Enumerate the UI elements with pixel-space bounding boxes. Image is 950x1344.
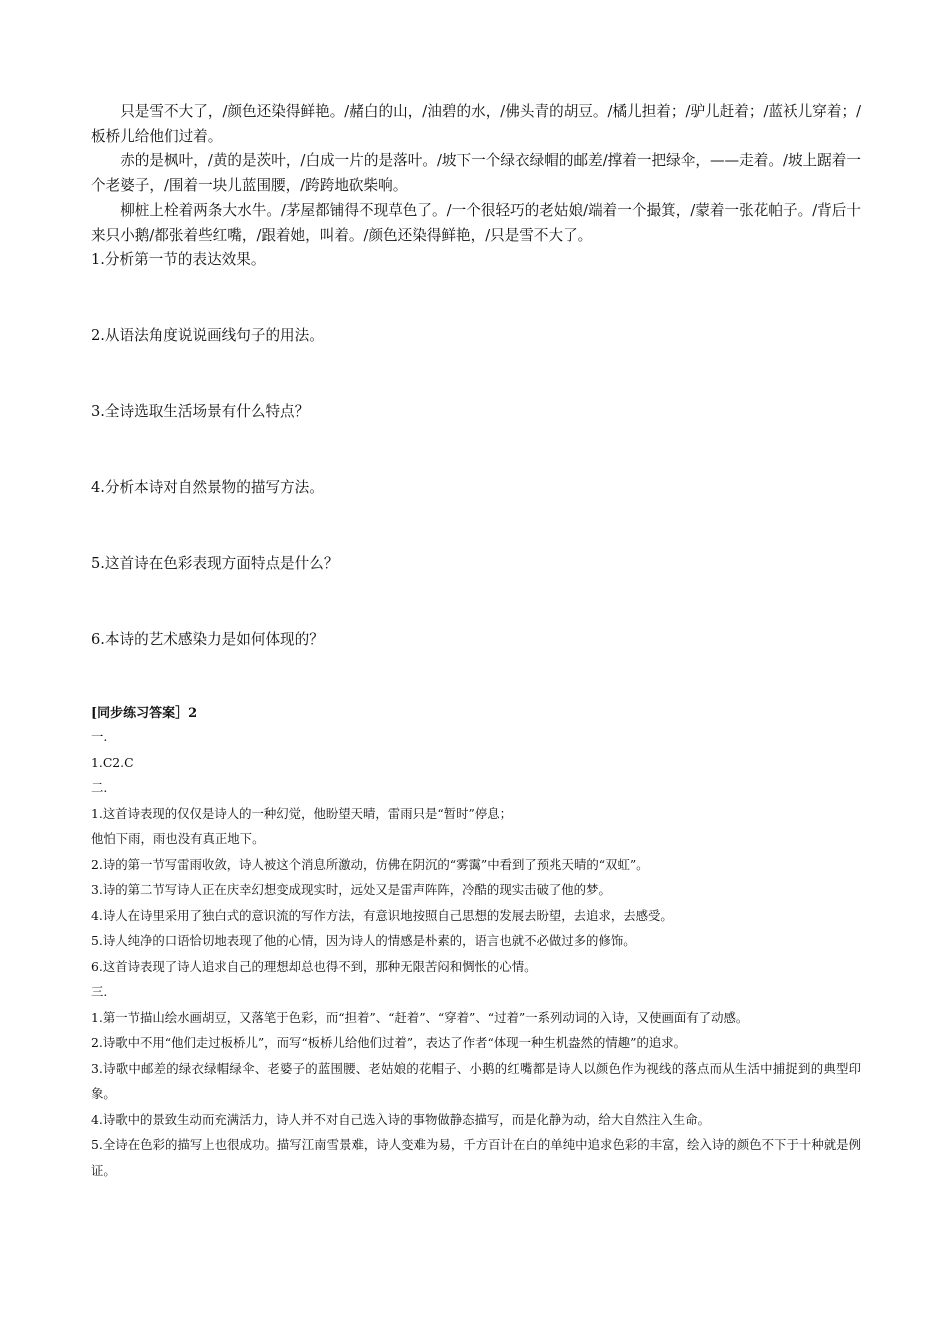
answer-line: 1.C2.C (91, 754, 134, 770)
question-list (91, 250, 861, 704)
document-page (91, 100, 861, 1183)
question-5: 5.这首诗在色彩表现方面特点是什么？ (91, 555, 339, 573)
answer-line: 6.这首诗表现了诗人追求自己的理想却总也得不到，那种无限苦闷和惆怅的心情。 (91, 958, 537, 974)
poem-text (91, 100, 861, 248)
answer-line: 1.这首诗表现的仅仅是诗人的一种幻觉，他盼望天晴，雷雨只是“暂时”停息； (91, 805, 512, 821)
question-4: 4.分析本诗对自然景物的描写方法。 (91, 479, 324, 497)
answer-line: 4.诗人在诗里采用了独白式的意识流的写作方法，有意识地按照自己思想的发展去盼望，去追求，去感受。 (91, 907, 673, 923)
answer-line: 5.诗人纯净的口语恰切地表现了他的心情，因为诗人的情感是朴素的，语言也就不必做过多的修饰。 (91, 933, 636, 949)
question-6: 6.本诗的艺术感染力是如何体现的？ (91, 631, 324, 649)
answer-line: 2.诗的第一节写雷雨收敛，诗人被这个消息所激动，仿佛在阴沉的“雾霭”中看到了预兆天晴的“双虹”。 (91, 856, 649, 872)
answer-title: [同步练习答案］2 (91, 706, 198, 722)
answer-line: 3.诗歌中邮差的绿衣绿帽绿伞、老婆子的蓝围腰、老姑娘的花帽子、小鹅的红嘴都是诗人以颜色作为视线的落点而从生活中捕捉到的典型印象。 (91, 1060, 861, 1102)
answer-line: 他怕下雨，雨也没有真正地下。 (91, 831, 265, 847)
answer-line: 1.第一节描山绘水画胡豆，又落笔于色彩，而“担着”、“赶着”、“穿着”、“过着”一系列动词的入诗，又使画面有了动感。 (91, 1009, 749, 1025)
question-1: 1.分析第一节的表达效果。 (91, 251, 266, 269)
answer-line: 4.诗歌中的景致生动而充满活力，诗人并不对自己选入诗的事物做静态描写，而是化静为动，给大自然注入生命。 (91, 1111, 710, 1127)
answer-section (91, 704, 861, 1183)
answer-line: 二. (91, 780, 108, 796)
answer-line: 一. (91, 729, 108, 745)
poem-stanza-3: 柳桩上栓着两条大水牛。/茅屋都铺得不现草色了。/一个很轻巧的老姑娘/端着一个撮箕，/蒙着一张花帕子。/背后十来只小鹅/都张着些红嘴，/跟着她，叫着。/颜色还染得鲜艳，/只是雪不大了。 (91, 201, 861, 244)
answer-line: 3.诗的第二节写诗人正在庆幸幻想变成现实时，远处又是雷声阵阵，冷酷的现实击破了他的梦。 (91, 882, 611, 898)
answer-line: 2.诗歌中不用“他们走过板桥儿”，而写“板桥儿给他们过着”，表达了作者“体现一种生机盎然的情趣”的追求。 (91, 1035, 687, 1051)
answer-line: 5.全诗在色彩的描写上也很成功。描写江南雪景难，诗人变难为易，千方百计在白的单纯中追求色彩的丰富，绘入诗的颜色不下于十种就是例证。 (91, 1137, 861, 1178)
question-2: 2.从语法角度说说画线句子的用法。 (91, 327, 324, 345)
question-3: 3.全诗选取生活场景有什么特点？ (91, 403, 310, 421)
poem-stanza-1: 只是雪不大了，/颜色还染得鲜艳。/赭白的山，/油碧的水，/佛头青的胡豆。/橘儿担着；/驴儿赶着；/蓝袄儿穿着；/板桥儿给他们过着。 (91, 103, 861, 145)
answer-line: 三. (91, 984, 108, 1000)
poem-stanza-2: 赤的是枫叶，/黄的是茨叶，/白成一片的是落叶。/坡下一个绿衣绿帽的邮差/撑着一把绿伞，——走着。/坡上踞着一个老婆子，/围着一块儿蓝围腰，/跨跨地砍柴响。 (91, 152, 861, 195)
answer-lines (91, 724, 861, 1183)
